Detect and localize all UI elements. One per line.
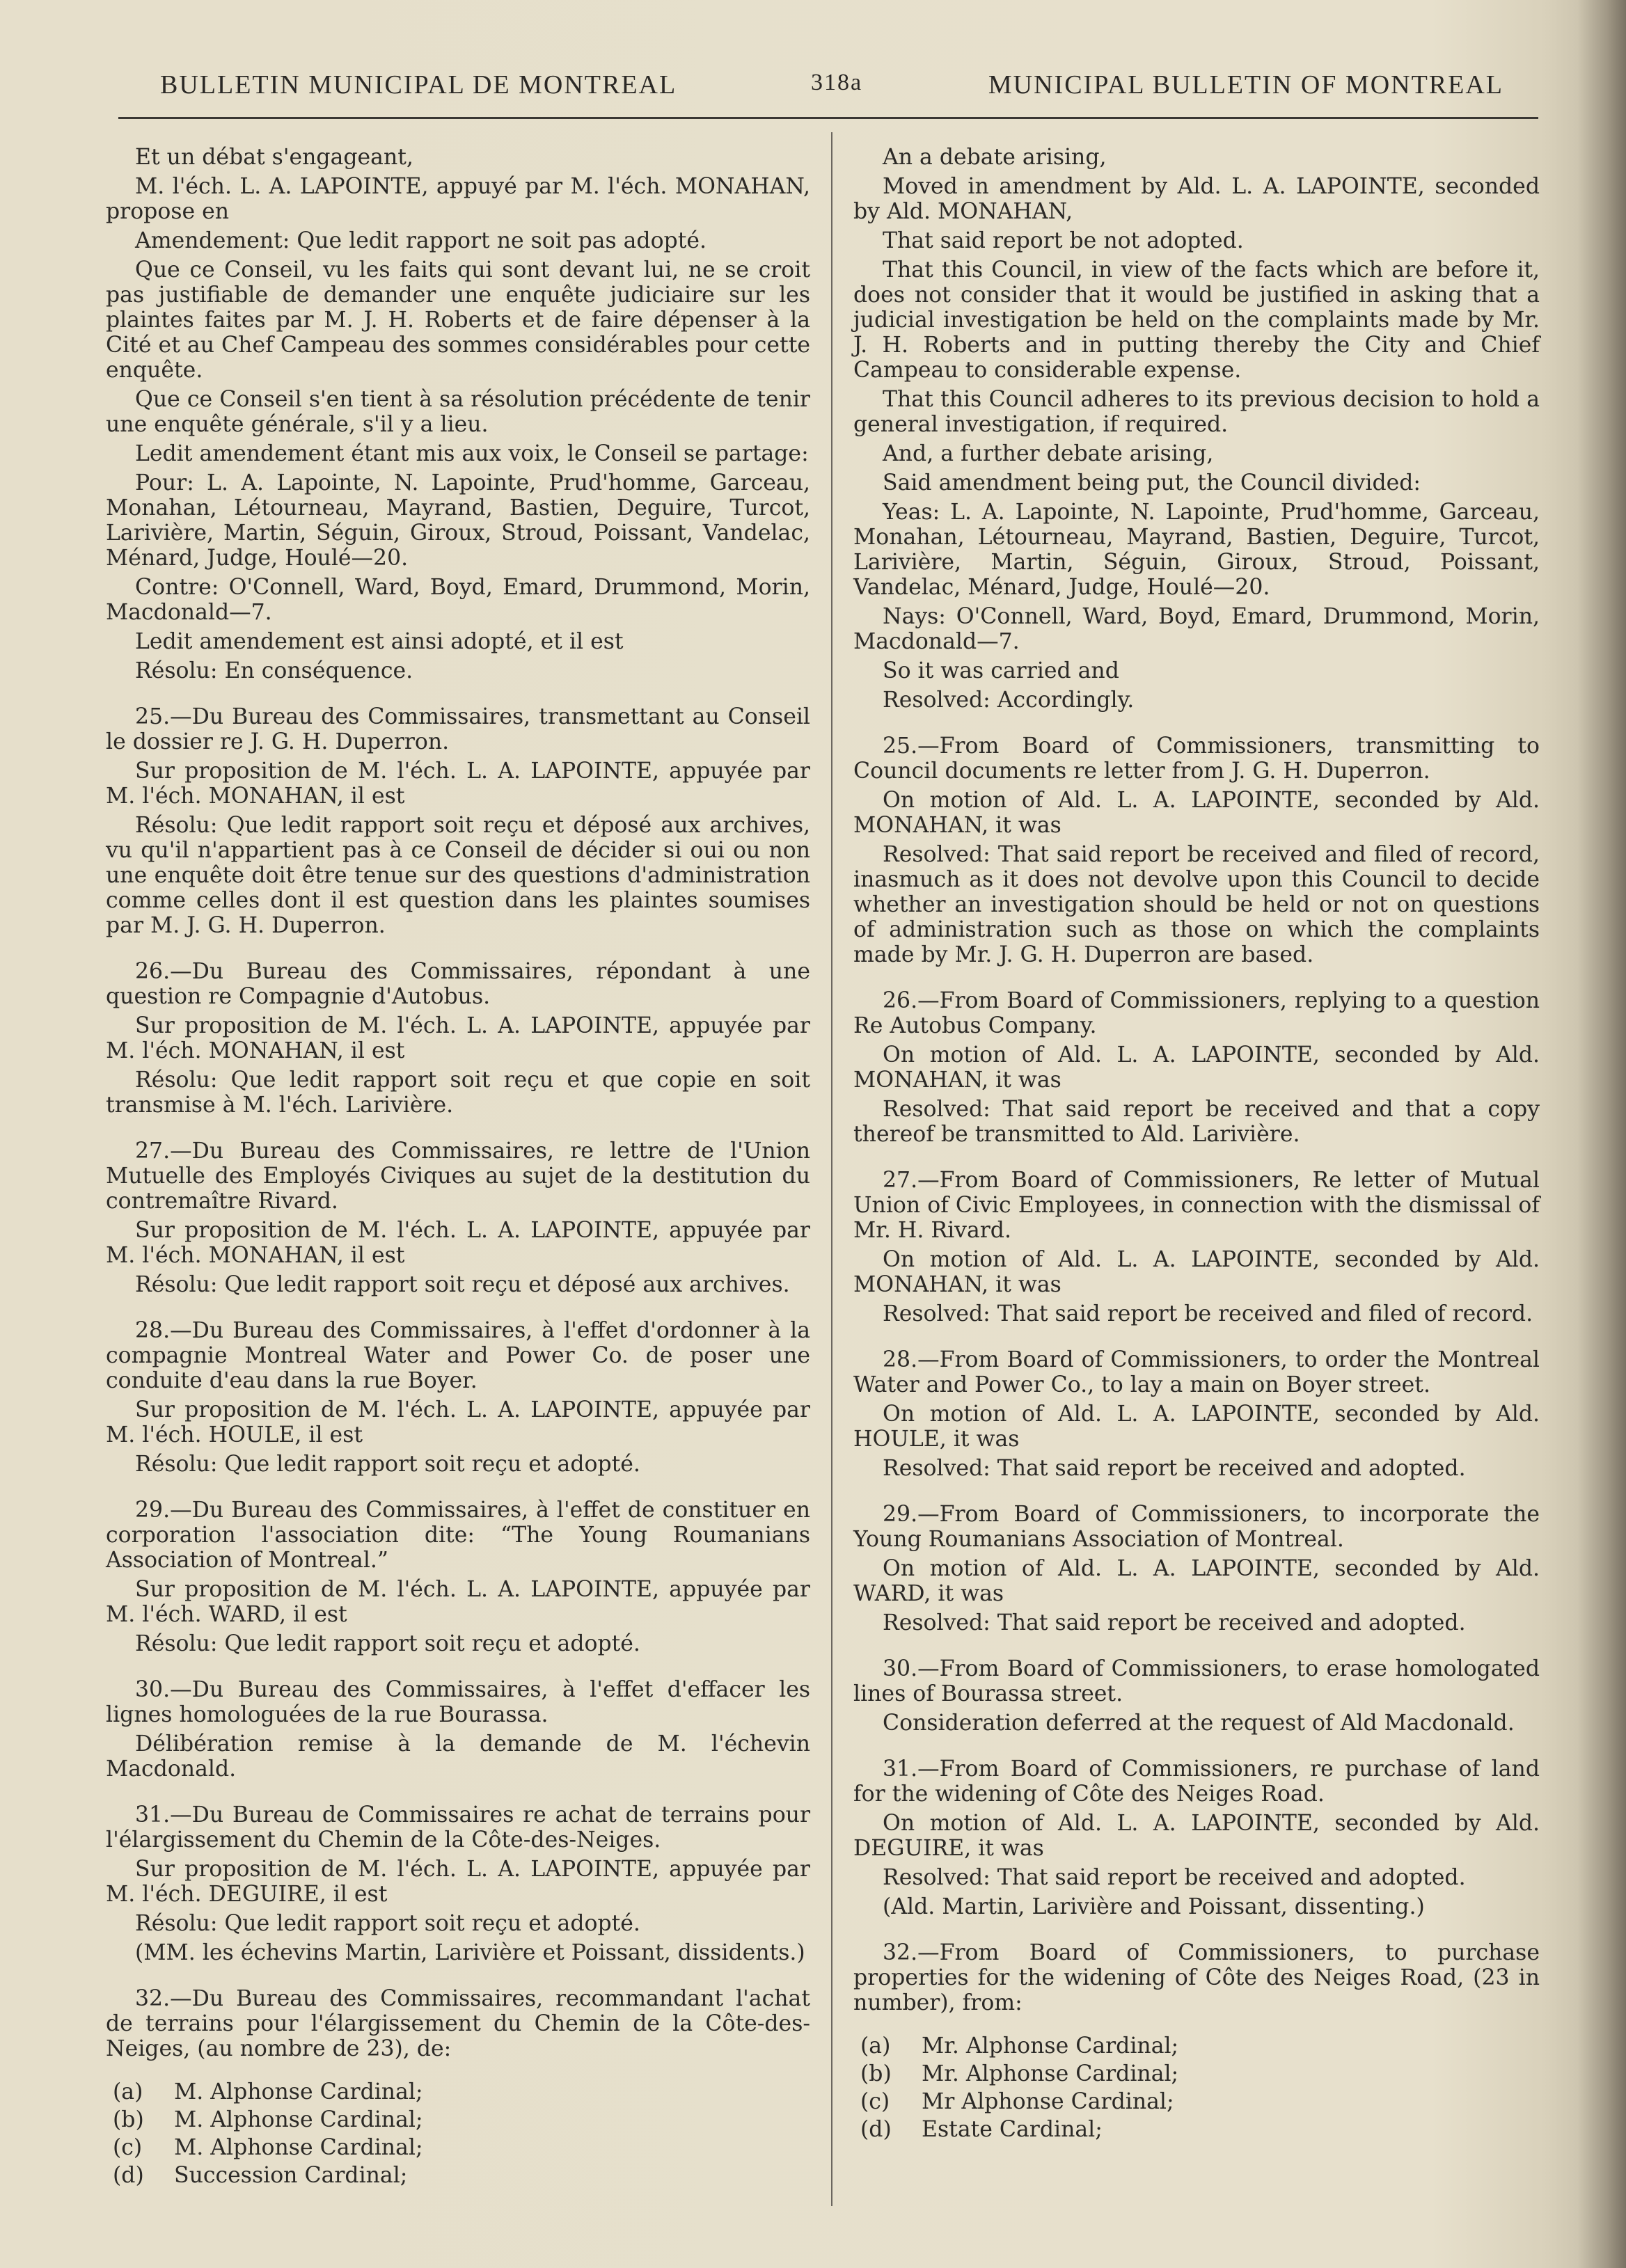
list-item-text: M. Alphonse Cardinal; (174, 2079, 423, 2104)
paragraph: 29.—Du Bureau des Commissaires, à l'effet de constituer en corporation l'association dite: “The Young Roumanians Association of Montreal.” (106, 1498, 810, 1573)
list-item-text: Mr. Alphonse Cardinal; (922, 2033, 1179, 2059)
paragraph: Résolu: Que ledit rapport soit reçu et que copie en soit transmise à M. l'éch. Larivière. (106, 1068, 810, 1118)
list-item-text: Mr. Alphonse Cardinal; (922, 2061, 1179, 2086)
paragraph: (Ald. Martin, Larivière and Poissant, dissenting.) (883, 1894, 1425, 1919)
paragraph: Résolu: Que ledit rapport soit reçu et adopté. (135, 1452, 640, 1477)
paragraph: Et un débat s'engageant, (135, 145, 413, 170)
list-item (853, 2033, 1540, 2059)
paragraph: Resolved: Accordingly. (883, 688, 1135, 713)
paragraph: 25.—Du Bureau des Commissaires, transmettant au Conseil le dossier re J. G. H. Duperron. (106, 704, 810, 754)
list-item-text: M. Alphonse Cardinal; (174, 2107, 423, 2132)
paragraph: Sur proposition de M. l'éch. L. A. LAPOINTE, appuyée par M. l'éch. MONAHAN, il est (106, 759, 810, 809)
paragraph: That said report be not adopted. (883, 228, 1244, 253)
binding-shadow (1577, 0, 1626, 2268)
paragraph: On motion of Ald. L. A. LAPOINTE, seconded by Ald. WARD, it was (853, 1556, 1540, 1606)
paragraph: Ledit amendement étant mis aux voix, le Conseil se partage: (135, 441, 809, 466)
paragraph: 30.—From Board of Commissioners, to erase homologated lines of Bourassa street. (853, 1656, 1540, 1706)
paragraph: 32.—Du Bureau des Commissaires, recommandant l'achat de terrains pour l'élargissement du Chemin de la Côte-des-Neiges, (au nombre de 23), de: (106, 1986, 810, 2061)
paragraph: On motion of Ald. L. A. LAPOINTE, seconded by Ald. MONAHAN, it was (853, 1247, 1540, 1297)
paragraph: Sur proposition de M. l'éch. L. A. LAPOINTE, appuyée par M. l'éch. MONAHAN, il est (106, 1013, 810, 1063)
paragraph: 27.—From Board of Commissioners, Re letter of Mutual Union of Civic Employees, in connection with the dismissal of Mr. H. Rivard. (853, 1168, 1540, 1243)
column-divider (831, 132, 832, 2206)
paragraph: Pour: L. A. Lapointe, N. Lapointe, Prud'homme, Garceau, Monahan, Létourneau, Mayrand, Bastien, Deguire, Turcot, Larivière, Martin, Séguin, Giroux, Stroud, Poissant, Vandelac, Ménard, Judge, Houlé—20. (106, 470, 810, 571)
paragraph: Resolved: That said report be received and adopted. (883, 1610, 1466, 1635)
paragraph: Sur proposition de M. l'éch. L. A. LAPOINTE, appuyée par M. l'éch. DEGUIRE, il est (106, 1857, 810, 1907)
list-item-text: M. Alphonse Cardinal; (174, 2135, 423, 2160)
paragraph: Résolu: Que ledit rapport soit reçu et déposé aux archives, vu qu'il n'appartient pas à ce Conseil de décider si oui ou non une enquête doit être tenue sur des questions d'administration comme celles dont il est question dans les plaintes soumises par M. J. G. H. Duperron. (106, 813, 810, 938)
paragraph: Said amendment being put, the Council divided: (883, 470, 1421, 495)
list-item-label: (d) (113, 2163, 144, 2188)
paragraph: 25.—From Board of Commissioners, transmitting to Council documents re letter from J. G. H. Duperron. (853, 733, 1540, 784)
paragraph: 30.—Du Bureau des Commissaires, à l'effet d'effacer les lignes homologuées de la rue Bourassa. (106, 1677, 810, 1727)
paragraph: Délibération remise à la demande de M. l'échevin Macdonald. (106, 1731, 810, 1782)
paragraph: M. l'éch. L. A. LAPOINTE, appuyé par M. l'éch. MONAHAN, propose en (106, 174, 810, 224)
paragraph: Yeas: L. A. Lapointe, N. Lapointe, Prud'homme, Garceau, Monahan, Létourneau, Mayrand, Bastien, Deguire, Turcot, Larivière, Martin, Séguin, Giroux, Stroud, Poissant, Vandelac, Ménard, Judge, Houlé—20. (853, 500, 1540, 600)
list-item-label: (a) (113, 2079, 143, 2104)
list-item (853, 2117, 1540, 2142)
header-title-english: MUNICIPAL BULLETIN OF MONTREAL (988, 70, 1503, 100)
paragraph: On motion of Ald. L. A. LAPOINTE, seconded by Ald. MONAHAN, it was (853, 1042, 1540, 1093)
header-title-french: BULLETIN MUNICIPAL DE MONTREAL (160, 70, 677, 100)
list-item (106, 2107, 810, 2132)
paragraph: (MM. les échevins Martin, Larivière et Poissant, dissidents.) (135, 1940, 805, 1965)
list-item (853, 2061, 1540, 2086)
paragraph: Ledit amendement est ainsi adopté, et il est (135, 629, 624, 654)
list-item (106, 2163, 810, 2188)
paragraph: Sur proposition de M. l'éch. L. A. LAPOINTE, appuyée par M. l'éch. HOULE, il est (106, 1397, 810, 1448)
paragraph: Resolved: That said report be received and adopted. (883, 1865, 1466, 1890)
paragraph: On motion of Ald. L. A. LAPOINTE, seconded by Ald. HOULE, it was (853, 1402, 1540, 1452)
list-item (106, 2079, 810, 2104)
paragraph: That this Council adheres to its previous decision to hold a general investigation, if required. (853, 387, 1540, 437)
paragraph: Moved in amendment by Ald. L. A. LAPOINTE, seconded by Ald. MONAHAN, (853, 174, 1540, 224)
header-rule (118, 117, 1538, 119)
paragraph: Amendement: Que ledit rapport ne soit pas adopté. (135, 228, 707, 253)
paragraph: 27.—Du Bureau des Commissaires, re lettre de l'Union Mutuelle des Employés Civiques au sujet de la destitution du contremaître Rivard. (106, 1139, 810, 1214)
paragraph: 32.—From Board of Commissioners, to purchase properties for the widening of Côte des Neiges Road, (23 in number), from: (853, 1940, 1540, 2015)
paragraph: Resolved: That said report be received and filed of record, inasmuch as it does not devolve upon this Council to decide whether an investigation should be held or not on questions of administration such as those on which the complaints made by Mr. J. G. H. Duperron are based. (853, 842, 1540, 967)
paragraph: Que ce Conseil, vu les faits qui sont devant lui, ne se croit pas justifiable de demander une enquête judiciaire sur les plaintes faites par M. J. H. Roberts et de faire dépenser à la Cité et au Chef Campeau des sommes considérables pour cette enquête. (106, 257, 810, 383)
paragraph: Résolu: En conséquence. (135, 658, 413, 683)
list-item (853, 2089, 1540, 2114)
list-item-label: (c) (113, 2135, 143, 2160)
paragraph: Consideration deferred at the request of Ald Macdonald. (883, 1711, 1515, 1736)
paragraph: Résolu: Que ledit rapport soit reçu et adopté. (135, 1911, 640, 1936)
paragraph: On motion of Ald. L. A. LAPOINTE, seconded by Ald. MONAHAN, it was (853, 788, 1540, 838)
list-item-label: (b) (113, 2107, 144, 2132)
paragraph: 29.—From Board of Commissioners, to incorporate the Young Roumanians Association of Montreal. (853, 1502, 1540, 1552)
paragraph: 31.—Du Bureau de Commissaires re achat de terrains pour l'élargissement du Chemin de la Côte-des-Neiges. (106, 1802, 810, 1853)
paragraph: Résolu: Que ledit rapport soit reçu et adopté. (135, 1631, 640, 1656)
page-header (139, 70, 1517, 103)
english-column (853, 145, 1540, 2145)
paragraph: Nays: O'Connell, Ward, Boyd, Emard, Drummond, Morin, Macdonald—7. (853, 604, 1540, 654)
list-item-text: Estate Cardinal; (922, 2117, 1103, 2142)
paragraph: An a debate arising, (883, 145, 1107, 170)
list-item-label: (b) (860, 2061, 892, 2086)
paragraph: 31.—From Board of Commissioners, re purchase of land for the widening of Côte des Neiges Road. (853, 1756, 1540, 1807)
paragraph: That this Council, in view of the facts which are before it, does not consider that it would be justified in asking that a judicial investigation be held on the complaints made by Mr. J. H. Roberts and in putting thereby the City and Chief Campeau to considerable expense. (853, 257, 1540, 383)
paragraph: Que ce Conseil s'en tient à sa résolution précédente de tenir une enquête générale, s'il y a lieu. (106, 387, 810, 437)
list-item (106, 2135, 810, 2160)
paragraph: Sur proposition de M. l'éch. L. A. LAPOINTE, appuyée par M. l'éch. WARD, il est (106, 1577, 810, 1627)
paragraph: Resolved: That said report be received and adopted. (883, 1456, 1466, 1481)
page-number: 318a (811, 70, 863, 95)
list-item-label: (c) (860, 2089, 890, 2114)
paragraph: 26.—From Board of Commissioners, replying to a question Re Autobus Company. (853, 988, 1540, 1038)
french-column (106, 145, 810, 2191)
paragraph: Contre: O'Connell, Ward, Boyd, Emard, Drummond, Morin, Macdonald—7. (106, 575, 810, 625)
list-item-label: (d) (860, 2117, 892, 2142)
paragraph: On motion of Ald. L. A. LAPOINTE, seconded by Ald. DEGUIRE, it was (853, 1811, 1540, 1861)
paragraph: And, a further debate arising, (883, 441, 1214, 466)
list-item-text: Mr Alphonse Cardinal; (922, 2089, 1174, 2114)
paragraph: Resolved: That said report be received and filed of record. (883, 1301, 1533, 1326)
list-item-label: (a) (860, 2033, 891, 2059)
paragraph: So it was carried and (883, 658, 1119, 683)
paragraph: Resolved: That said report be received and that a copy thereof be transmitted to Ald. Larivière. (853, 1097, 1540, 1147)
paragraph: Sur proposition de M. l'éch. L. A. LAPOINTE, appuyée par M. l'éch. MONAHAN, il est (106, 1218, 810, 1268)
paragraph: 26.—Du Bureau des Commissaires, répondant à une question re Compagnie d'Autobus. (106, 959, 810, 1009)
paragraph: Résolu: Que ledit rapport soit reçu et déposé aux archives. (135, 1272, 790, 1297)
list-item-text: Succession Cardinal; (174, 2163, 408, 2188)
paragraph: 28.—From Board of Commissioners, to order the Montreal Water and Power Co., to lay a main on Boyer street. (853, 1347, 1540, 1397)
paragraph: 28.—Du Bureau des Commissaires, à l'effet d'ordonner à la compagnie Montreal Water and Power Co. de poser une conduite d'eau dans la rue Boyer. (106, 1318, 810, 1393)
